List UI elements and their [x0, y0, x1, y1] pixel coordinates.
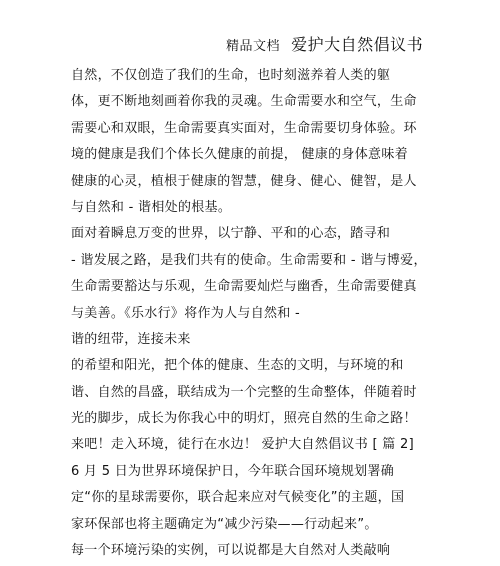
- text-line: 6 月 5 日为世界环境保护日，今年联合国环境规划署确: [71, 463, 395, 479]
- text-line: 需要心和双眼，生命需要真实面对，生命需要切身体验。环: [71, 120, 417, 136]
- text-line: 光的脚步，成长为你我心中的明灯，照亮自然的生命之路！: [71, 411, 417, 427]
- text-line: 谐、自然的昌盛，联结成为一个完整的生命整体，伴随着时: [71, 384, 417, 400]
- text-line: 自然，不仅创造了我们的生命，也时刻滋养着人类的躯: [71, 68, 391, 83]
- document-label: 精品文档: [226, 39, 281, 54]
- body-text: [71, 63, 491, 564]
- text-line: 来吧！走入环境，徒行在水边！ 爱护大自然倡议书 [ 篇 2]: [71, 437, 414, 453]
- text-line: 定“你的星球需要你，联合起来应对气候变化”的主题，国: [71, 490, 405, 506]
- text-line: - 谐发展之路，是我们共有的使命。生命需要和 - 谐与博爱，: [71, 252, 427, 268]
- text-line: 生命需要豁达与乐观，生命需要灿烂与幽香，生命需要健真: [71, 279, 417, 295]
- text-line: 面对着瞬息万变的世界，以宁静、平和的心态，踏寻和: [71, 226, 391, 242]
- text-line: 健康的心灵，植根于健康的智慧，健身、健心、健智，是人: [71, 173, 417, 189]
- text-line: 每一个环境污染的实例，可以说都是大自然对人类敲响: [71, 543, 391, 559]
- text-line: 体，更不断地刻画着你我的灵魂。生命需要水和空气，生命: [71, 94, 417, 110]
- text-line: 的希望和阳光，把个体的健康、生态的文明，与环境的和: [71, 358, 404, 374]
- text-line: 与美善。《乐水行》将作为人与自然和 -: [71, 305, 301, 321]
- text-line: 与自然和 - 谐相处的根基。: [71, 199, 232, 215]
- page-header: [226, 34, 423, 58]
- document-title: 爱护大自然倡议书: [291, 35, 424, 54]
- text-line: 谐的纽带，连接未来: [71, 331, 191, 347]
- text-line: 家环保部也将主题确定为“减少污染——行动起来”。: [71, 516, 378, 532]
- text-line: 境的健康是我们个体长久健康的前提， 健康的身体意味着: [71, 147, 408, 163]
